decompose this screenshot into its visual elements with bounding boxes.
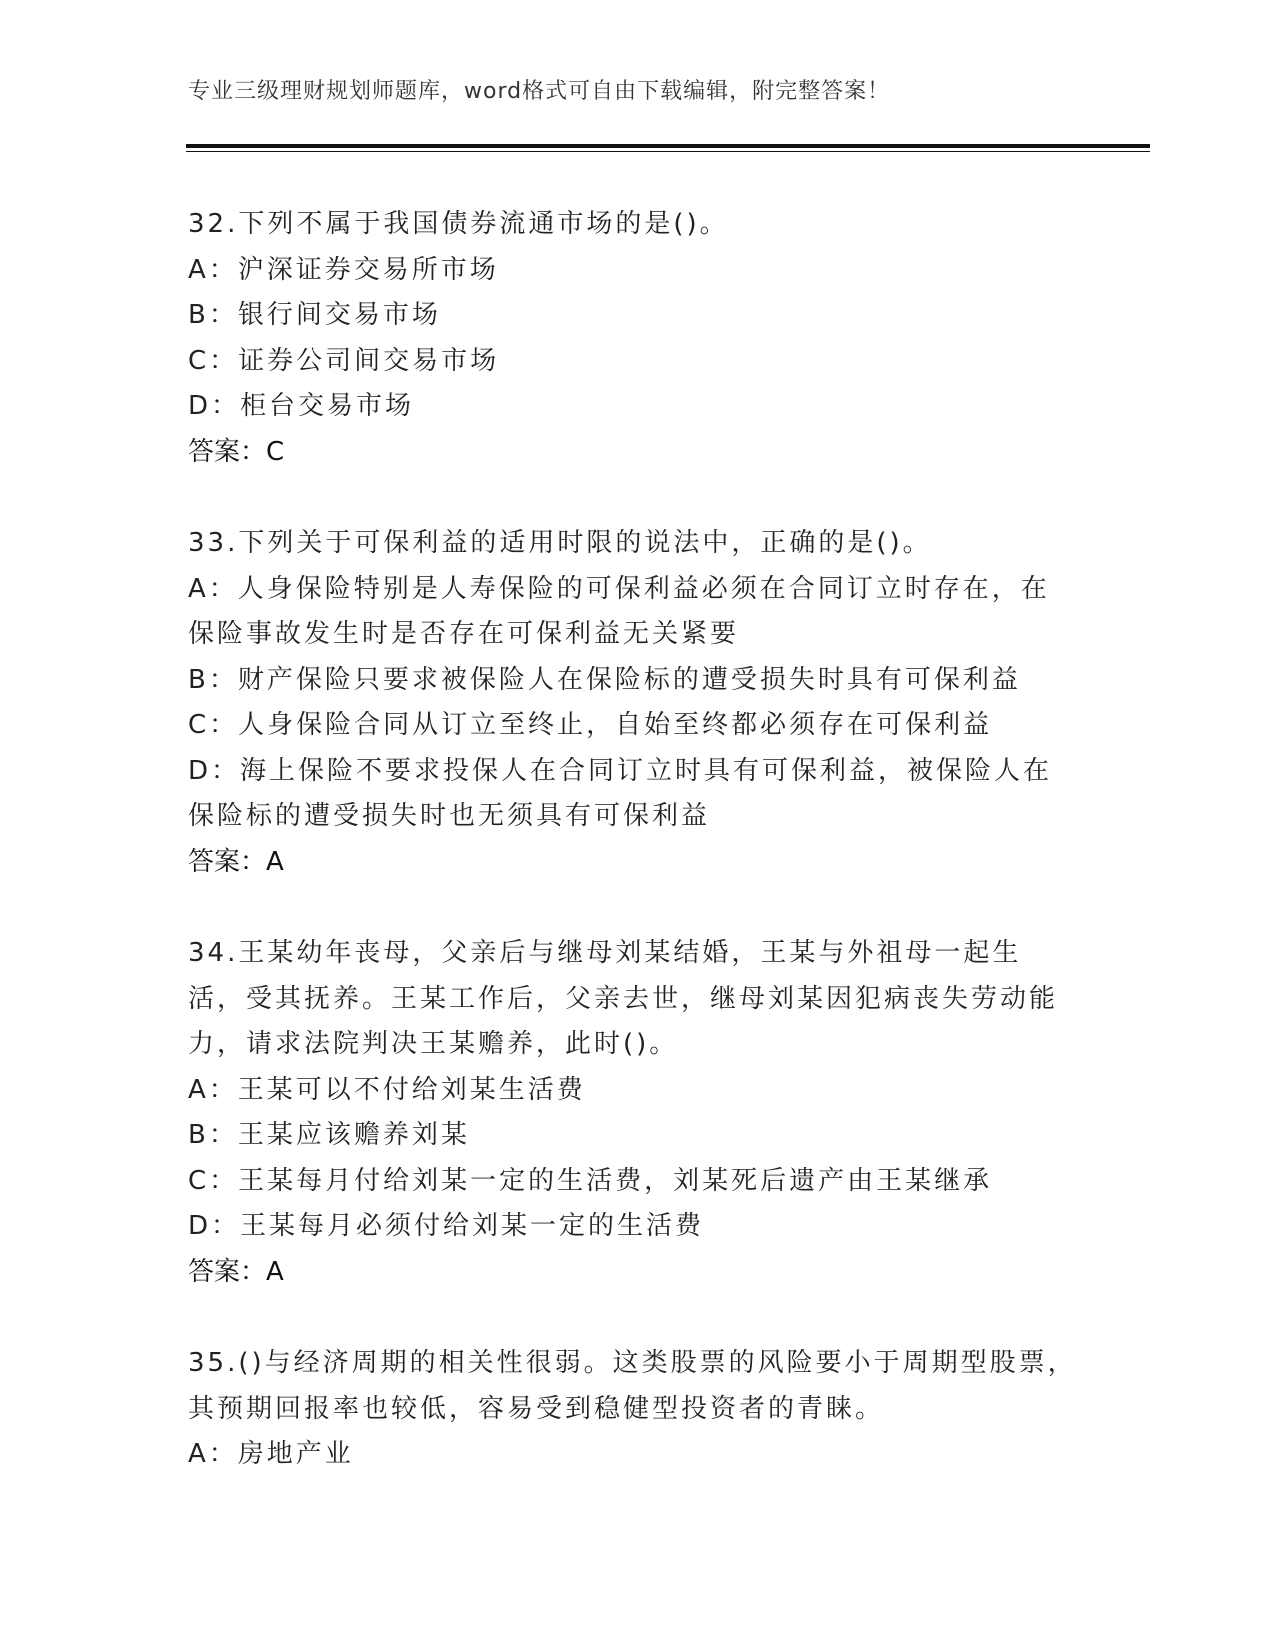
option-d: D：柜台交易市场 — [188, 391, 415, 421]
option-b: B：银行间交易市场 — [188, 300, 441, 330]
question-list — [188, 202, 1078, 1524]
option-a: A：人身保险特别是人寿保险的可保利益必须在合同订立时存在，在保险事故发生时是否存在可保利益无关紧要 — [188, 573, 1050, 649]
option-a: A：王某可以不付给刘某生活费 — [188, 1074, 586, 1105]
option-b: B：王某应该赡养刘某 — [188, 1120, 470, 1150]
header-rule-thin — [186, 151, 1150, 152]
question-text: 32.下列不属于我国债券流通市场的是()。 — [188, 209, 729, 239]
question-35 — [188, 1341, 1078, 1478]
header-rule-thick — [186, 144, 1150, 148]
option-b: B：财产保险只要求被保险人在保险标的遭受损失时具有可保利益 — [188, 664, 1021, 695]
option-a: A：房地产业 — [188, 1439, 354, 1469]
question-33 — [188, 521, 1078, 885]
answer-label: 答案：A — [188, 1256, 284, 1287]
option-d: D：王某每月必须付给刘某一定的生活费 — [188, 1211, 705, 1241]
question-text: 34.王某幼年丧母，父亲后与继母刘某结婚，王某与外祖母一起生活，受其抚养。王某工作后，父亲去世，继母刘某因犯病丧失劳动能力，请求法院判决王某赡养，此时()。 — [188, 938, 1059, 1059]
answer-label: 答案：A — [188, 846, 284, 877]
option-c: C：王某每月付给刘某一定的生活费，刘某死后遗产由王某继承 — [188, 1165, 993, 1196]
option-a: A：沪深证券交易所市场 — [188, 254, 499, 285]
question-text: 33.下列关于可保利益的适用时限的说法中，正确的是()。 — [188, 528, 932, 558]
option-d: D：海上保险不要求投保人在合同订立时具有可保利益，被保险人在保险标的遭受损失时也无须具有可保利益 — [188, 755, 1053, 831]
question-32 — [188, 202, 1078, 475]
option-c: C：证券公司间交易市场 — [188, 345, 500, 376]
answer-label: 答案：C — [188, 436, 285, 467]
option-c: C：人身保险合同从订立至终止，自始至终都必须存在可保利益 — [188, 710, 993, 740]
page-header: 专业三级理财规划师题库，word格式可自由下载编辑，附完整答案！ — [188, 79, 891, 104]
question-34 — [188, 931, 1078, 1295]
question-text: 35.()与经济周期的相关性很弱。这类股票的风险要小于周期型股票，其预期回报率也较低，容易受到稳健型投资者的青睐。 — [188, 1348, 1077, 1424]
